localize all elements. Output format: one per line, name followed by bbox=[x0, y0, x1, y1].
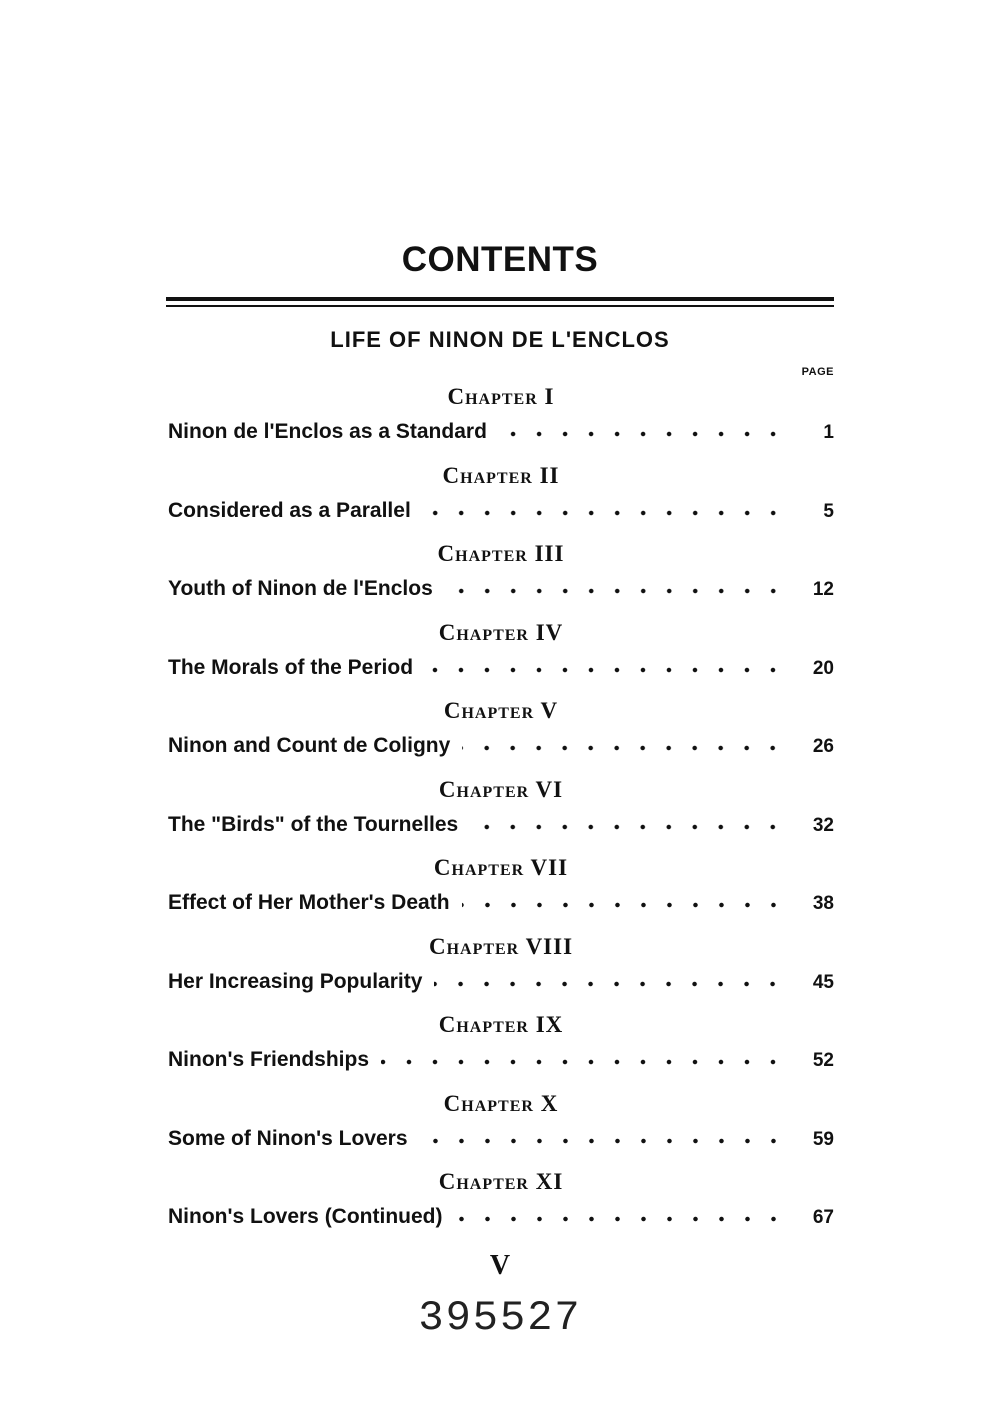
dot-leader bbox=[445, 581, 786, 601]
page-number: 20 bbox=[812, 657, 834, 679]
contents-entry bbox=[168, 620, 834, 699]
chapter-heading: Chapter IX bbox=[438, 1012, 564, 1037]
chapter-title: Youth of Ninon de l'Enclos bbox=[168, 577, 433, 600]
dot-leader bbox=[462, 895, 786, 915]
chapter-heading: Chapter I bbox=[447, 384, 555, 409]
dot-leader bbox=[455, 1209, 787, 1229]
chapter-title: Effect of Her Mother's Death bbox=[168, 891, 450, 914]
contents-entry bbox=[168, 855, 834, 934]
contents-entry bbox=[168, 698, 834, 777]
title-rule-thin bbox=[166, 305, 834, 307]
chapter-heading: Chapter V bbox=[443, 698, 559, 723]
chapter-title: Ninon de l'Enclos as a Standard bbox=[168, 420, 487, 443]
folio: V bbox=[489, 1250, 511, 1281]
contents-entry bbox=[168, 1091, 834, 1170]
contents-entry bbox=[168, 1169, 834, 1248]
entry-line bbox=[168, 577, 834, 605]
chapter-title: The Morals of the Period bbox=[168, 655, 414, 679]
chapter-heading: Chapter IV bbox=[438, 619, 564, 645]
entry-line bbox=[168, 1048, 834, 1076]
dot-leader bbox=[423, 503, 786, 523]
chapter-heading: Chapter II bbox=[442, 462, 560, 488]
page-number: 32 bbox=[812, 814, 834, 836]
page-number: 5 bbox=[823, 500, 834, 522]
page-column-label: PAGE bbox=[801, 366, 834, 378]
entry-line bbox=[168, 734, 834, 762]
contents-entry bbox=[168, 463, 834, 542]
contents-entry bbox=[168, 777, 834, 856]
chapter-heading: Chapter XI bbox=[438, 1169, 564, 1194]
contents-entry bbox=[168, 384, 834, 463]
contents-entry bbox=[168, 541, 834, 620]
contents-list bbox=[168, 384, 834, 1248]
entry-line bbox=[168, 813, 834, 841]
page-number: 45 bbox=[812, 971, 834, 993]
chapter-heading: Chapter X bbox=[443, 1090, 559, 1116]
entry-line bbox=[168, 891, 834, 919]
dot-leader bbox=[434, 974, 786, 994]
chapter-title: Ninon and Count de Coligny bbox=[168, 734, 451, 757]
page-number: 38 bbox=[812, 893, 834, 914]
entry-line bbox=[168, 970, 834, 998]
entry-line bbox=[168, 1205, 834, 1233]
chapter-heading: Chapter VIII bbox=[428, 933, 574, 959]
page-number: 12 bbox=[812, 579, 834, 600]
chapter-heading: Chapter VII bbox=[433, 855, 569, 880]
page-number: 26 bbox=[812, 736, 834, 757]
chapter-title: Some of Ninon's Lovers bbox=[168, 1126, 408, 1150]
chapter-title: The "Birds" of the Tournelles bbox=[168, 812, 459, 836]
page-number: 67 bbox=[812, 1207, 834, 1228]
dot-leader bbox=[462, 738, 786, 758]
chapter-title: Her Increasing Popularity bbox=[168, 969, 423, 993]
contents-entry bbox=[168, 1012, 834, 1091]
chapter-heading: Chapter VI bbox=[438, 776, 564, 802]
contents-entry bbox=[168, 934, 834, 1013]
page-title: CONTENTS bbox=[401, 240, 599, 279]
chapter-title: Considered as a Parallel bbox=[168, 498, 411, 522]
dot-leader bbox=[381, 1052, 786, 1072]
page-number: 52 bbox=[812, 1050, 834, 1071]
page-number: 59 bbox=[812, 1128, 834, 1150]
title-rule-thick bbox=[166, 297, 834, 301]
page-number: 1 bbox=[823, 422, 834, 443]
entry-line bbox=[168, 420, 834, 448]
entry-line bbox=[168, 499, 834, 527]
library-stamp-number: 395527 bbox=[418, 1294, 582, 1342]
dot-leader bbox=[425, 660, 786, 680]
dot-leader bbox=[499, 424, 786, 444]
section-title: LIFE OF NINON DE L'ENCLOS bbox=[330, 327, 670, 352]
entry-line bbox=[168, 1127, 834, 1155]
chapter-title: Ninon's Friendships bbox=[168, 1048, 370, 1071]
entry-line bbox=[168, 656, 834, 684]
chapter-title: Ninon's Lovers (Continued) bbox=[168, 1205, 443, 1228]
dot-leader bbox=[470, 817, 786, 837]
chapter-heading: Chapter III bbox=[437, 541, 565, 566]
dot-leader bbox=[420, 1131, 786, 1151]
